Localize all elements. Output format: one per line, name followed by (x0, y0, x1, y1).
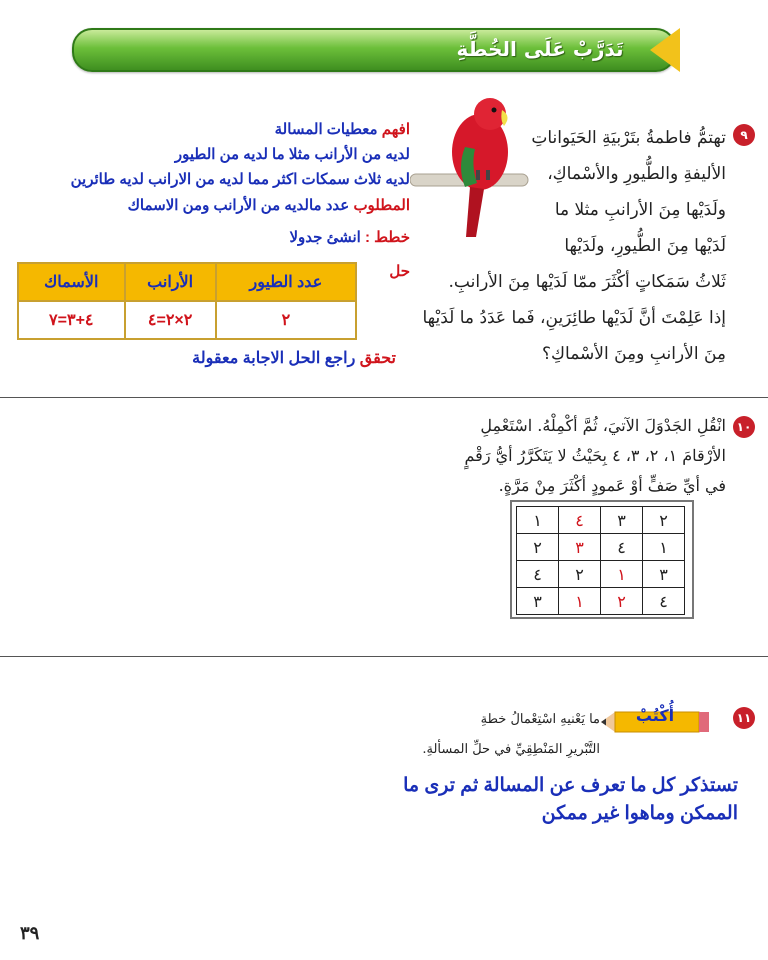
table-cell-birds: ٢ (216, 301, 356, 339)
problem-11-prompt: ما يَعْنيهِ اسْتِعْمالُ خطةِ (480, 712, 600, 727)
answer-11-line-1: تستذكر كل ما تعرف عن المسالة ثم ترى ما (403, 775, 738, 796)
problem-9-line-7: مِنَ الأرانبِ ومِنَ الأسْماكِ؟ (542, 344, 726, 364)
answer-table (17, 262, 357, 340)
grid-cell: ٤ (559, 507, 601, 534)
banner-title: تَدَرَّبْ عَلَى الخُطَّةِ (456, 37, 624, 61)
section-divider-2 (0, 656, 768, 657)
number-grid (516, 506, 685, 615)
grid-row (517, 534, 685, 561)
plan-text: انشئ جدولا (289, 229, 361, 246)
required-text: عدد مالديه من الأرانب ومن الاسماك (127, 197, 350, 214)
table-cell-fish: ٤+٣=٧ (18, 301, 125, 339)
problem-11-number: ١١ (733, 707, 755, 729)
problem-9-line-2: الأليفةِ والطُّيورِ والأسْماكِ، (547, 164, 726, 184)
understand-label: افهم (381, 121, 410, 138)
grid-cell: ٢ (559, 561, 601, 588)
grid-cell: ١ (517, 507, 559, 534)
write-badge-label: أُكْتُبْ (635, 706, 675, 725)
problem-9-line-5: ثَلاثُ سَمَكاتٍ أكْثَرَ ممّا لَدَيْها مِنَ الأرانبِ. (448, 272, 726, 292)
grid-row (517, 588, 685, 615)
problem-10-number: ١٠ (733, 416, 755, 438)
problem-9-line-6: إذا عَلِمْتَ أنَّ لَدَيْها طائِرَينِ، فَما عَدَدُ ما لَدَيْها (422, 308, 726, 328)
grid-cell: ١ (643, 534, 685, 561)
grid-cell: ٤ (643, 588, 685, 615)
grid-cell: ١ (601, 561, 643, 588)
grid-cell: ٢ (601, 588, 643, 615)
answer-required (128, 196, 410, 214)
check-label: تحقق (359, 350, 396, 367)
problem-11-prompt-2: التَّبْريرِ المَنْطِقِيِّ في حلِّ المسألةِ. (422, 742, 600, 757)
problem-9-line-3: ولَدَيْها مِنَ الأرانبِ مثلا ما (554, 200, 726, 220)
answer-check (192, 348, 396, 368)
table-header-fish: الأسماك (18, 263, 125, 301)
grid-cell: ١ (559, 588, 601, 615)
answer-11-line-2: الممكن وماهوا غير ممكن (541, 803, 738, 824)
problem-9-line-4: لَدَيْها مِنَ الطُّيورِ، ولَدَيْها (564, 236, 726, 256)
section-divider (0, 397, 768, 398)
grid-cell: ٣ (517, 588, 559, 615)
answer-given-2: لديه ثلاث سمكات اكثر مما لديه من الارانب لديه طائرين (70, 171, 410, 188)
plan-label: خطط : (365, 229, 410, 246)
problem-10-line-1: انْقُلِ الجَدْوَلَ الآتيَ، ثُمَّ أكْمِلْهُ. اسْتَعْمِلِ (480, 416, 726, 435)
solve-label: حل (389, 263, 410, 280)
grid-row (517, 507, 685, 534)
grid-cell: ٣ (601, 507, 643, 534)
problem-9-number: ٩ (733, 124, 755, 146)
check-text: راجع الحل الاجابة معقولة (192, 350, 356, 367)
answer-table-header-row (18, 263, 356, 301)
answer-understand (275, 120, 410, 138)
grid-cell: ٢ (643, 507, 685, 534)
page-number: ٣٩ (20, 923, 40, 944)
table-header-rabbits: الأرانب (125, 263, 216, 301)
answer-given-1: لديه من الأرانب مثلا ما لديه من الطيور (174, 146, 410, 163)
answer-plan (290, 228, 411, 246)
understand-text: معطيات المسالة (274, 121, 378, 138)
answer-table-row (18, 301, 356, 339)
problem-10-line-3: في أيِّ صَفٍّ أوْ عَمودٍ أكْثَرَ مِنْ مَرَّةٍ. (498, 476, 726, 495)
grid-cell: ٢ (517, 534, 559, 561)
required-label: المطلوب (353, 197, 410, 214)
grid-cell: ٤ (601, 534, 643, 561)
problem-9-line-1: تهتمُّ فاطمةُ بتَرْبيَةِ الحَيَواناتِ (531, 128, 726, 148)
table-cell-rabbits: ٢×٢=٤ (125, 301, 216, 339)
banner-arrow-icon (650, 28, 680, 72)
grid-cell: ٣ (643, 561, 685, 588)
grid-cell: ٣ (559, 534, 601, 561)
problem-10-line-2: الأرْقامَ ١، ٢، ٣، ٤ بِحَيْثُ لا يَتَكَرَّرُ أيُّ رَقْمٍ (464, 446, 726, 465)
grid-cell: ٤ (517, 561, 559, 588)
grid-row (517, 561, 685, 588)
table-header-birds: عدد الطيور (216, 263, 356, 301)
